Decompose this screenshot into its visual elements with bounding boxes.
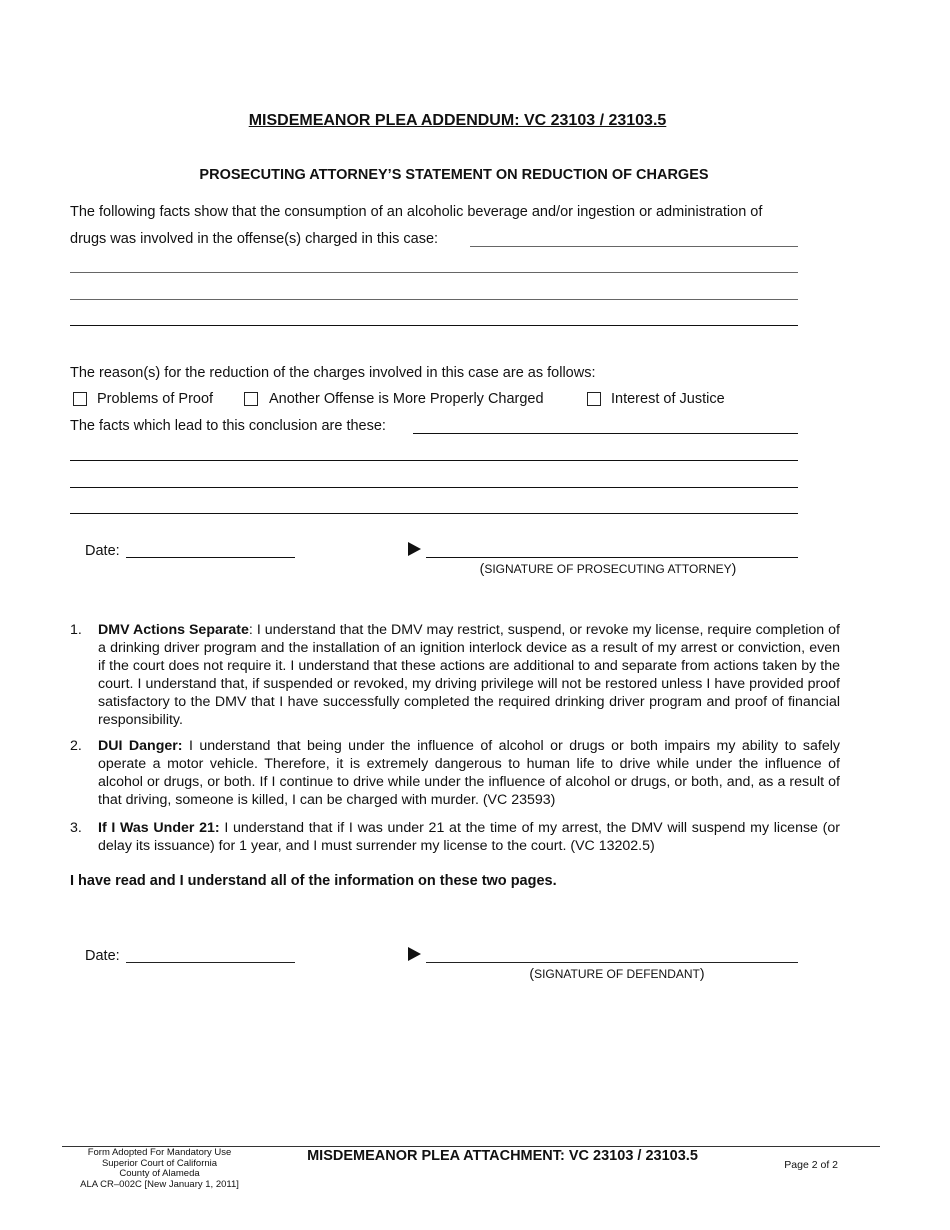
form-title: MISDEMEANOR PLEA ADDENDUM: VC 23103 / 23103.5 xyxy=(248,112,667,129)
sign-here-arrow-icon xyxy=(408,542,421,556)
advisement-text: I understand that the DMV may restrict, suspend, or revoke my license, require completion of a drinking driver program and the installation of an ignition interlock device as a result of my arrest or conviction, even if the court does not require it. I understand that these actions are additional to and separate from actions taken by the court. I understand that, if suspended or revoked, my driving privilege will not be restored unless I have provided proof satisfactory to the DMV that I have successfully completed the required drinking driver program and proof of financial responsibility. xyxy=(98,622,840,728)
checkbox-another-offense[interactable] xyxy=(244,392,258,406)
advisement-item xyxy=(70,819,840,855)
footer-form-line: Superior Court of California xyxy=(101,1157,218,1169)
conclusion-input-line-2[interactable] xyxy=(70,460,798,461)
footer-form-line: ALA CR–002C [New January 1, 2011] xyxy=(80,1178,239,1190)
facts-input-line-3[interactable] xyxy=(70,299,798,300)
advisement-item xyxy=(70,737,840,809)
label-interest-of-justice: Interest of Justice xyxy=(611,391,725,407)
advisement-heading-suffix: : xyxy=(248,622,253,638)
reasons-intro: The reason(s) for the reduction of the charges involved in this case are as follows: xyxy=(70,365,596,381)
defendant-date-label: Date: xyxy=(85,948,120,964)
acknowledgement-statement: I have read and I understand all of the information on these two pages. xyxy=(70,873,557,889)
advisement-text: I understand that if I was under 21 at the time of my arrest, the DMV will suspend my license (or delay its issuance) for 1 year, and I must surrender my license to the court. (VC 13202.5) xyxy=(98,820,841,854)
prosecutor-signature-caption: (SIGNATURE OF PROSECUTING ATTORNEY) xyxy=(479,560,737,576)
advisement-item xyxy=(70,621,840,729)
label-another-offense: Another Offense is More Properly Charged xyxy=(269,391,544,407)
facts-input-line-2[interactable] xyxy=(70,272,798,273)
advisement-heading: DUI Danger: xyxy=(98,738,183,754)
conclusion-label: The facts which lead to this conclusion are these: xyxy=(70,418,386,434)
facts-intro-line-2: drugs was involved in the offense(s) charged in this case: xyxy=(70,231,439,247)
sign-here-arrow-icon xyxy=(408,947,421,961)
prosecutor-signature-caption-text: SIGNATURE OF PROSECUTING ATTORNEY xyxy=(484,562,732,576)
facts-input-line-4[interactable] xyxy=(70,325,798,326)
advisement-number: 1. xyxy=(70,622,82,638)
section-heading-prosecutor: PROSECUTING ATTORNEY’S STATEMENT ON REDUCTION OF CHARGES xyxy=(199,167,709,183)
conclusion-input-line-4[interactable] xyxy=(70,513,798,514)
advisement-heading: DMV Actions Separate xyxy=(98,622,249,638)
defendant-date-field[interactable] xyxy=(126,962,295,963)
advisement-heading: If I Was Under 21: xyxy=(98,820,220,836)
footer-form-title: MISDEMEANOR PLEA ATTACHMENT: VC 23103 / 23103.5 xyxy=(307,1148,698,1164)
conclusion-input-line-1[interactable] xyxy=(413,433,798,434)
advisement-text: I understand that being under the influence of alcohol or drugs or both impairs my ability to safely operate a motor vehicle. Therefore, it is extremely dangerous to human life to drive while under the influence of alcohol or drugs, or both. If I continue to drive while under the influence of alcohol or drugs, or both, and, as a result of that driving, someone is killed, I can be charged with murder. (VC 23593) xyxy=(98,738,840,808)
prosecutor-date-field[interactable] xyxy=(126,557,295,558)
defendant-signature-caption: (SIGNATURE OF DEFENDANT) xyxy=(529,965,705,981)
advisement-number: 3. xyxy=(70,820,82,836)
prosecutor-date-label: Date: xyxy=(85,543,120,559)
facts-intro-line-1: The following facts show that the consumption of an alcoholic beverage and/or ingestion or administration of xyxy=(70,204,763,220)
checkbox-problems-of-proof[interactable] xyxy=(73,392,87,406)
footer-form-line: Form Adopted For Mandatory Use xyxy=(87,1147,232,1158)
footer-form-info xyxy=(62,1148,257,1190)
defendant-signature-caption-text: SIGNATURE OF DEFENDANT xyxy=(534,967,700,981)
defendant-signature-field[interactable] xyxy=(426,962,798,963)
footer-page-number: Page 2 of 2 xyxy=(784,1159,838,1171)
checkbox-interest-of-justice[interactable] xyxy=(587,392,601,406)
facts-input-line-1[interactable] xyxy=(470,246,798,247)
footer-form-line: County of Alameda xyxy=(119,1168,200,1180)
prosecutor-signature-field[interactable] xyxy=(426,557,798,558)
label-problems-of-proof: Problems of Proof xyxy=(97,391,214,407)
advisement-number: 2. xyxy=(70,738,82,754)
conclusion-input-line-3[interactable] xyxy=(70,487,798,488)
